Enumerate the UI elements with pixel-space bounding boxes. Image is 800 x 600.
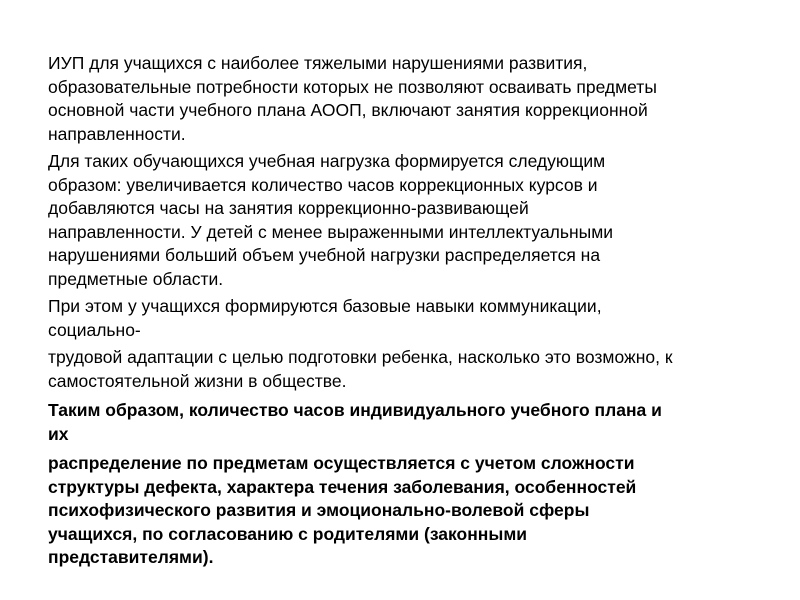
text-line: представителями). [48, 547, 214, 567]
text-line: образовательные потребности которых не позволяют осваивать предметы [48, 76, 657, 97]
text-line: ИУП для учащихся с наиболее тяжелыми нарушениями развития, [48, 53, 588, 73]
paragraph-study-load [48, 150, 768, 291]
text-line: предметные области. [48, 268, 224, 289]
text-line: направленности. У детей с менее выраженными интеллектуальными [48, 221, 614, 242]
text-line: образом: увеличивается количество часов коррекционных курсов и [48, 174, 598, 195]
text-line: добавляются часы на занятия коррекционно-развивающей [48, 198, 529, 218]
slide-text-body [48, 52, 768, 574]
text-line: Для таких обучающихся учебная нагрузка формируется следующим [48, 151, 606, 171]
paragraph-communication-skills [48, 295, 768, 342]
paragraph-iup-intro [48, 52, 768, 146]
paragraph-conclusion-hours [48, 399, 768, 446]
paragraph-labor-adaptation [48, 346, 768, 393]
text-line: учащихся, по согласованию с родителями (законными [48, 523, 528, 544]
text-line: социально- [48, 319, 141, 340]
text-line: основной части учебного плана АООП, включают занятия коррекционной [48, 100, 648, 120]
text-line: психофизического развития и эмоционально-волевой сферы [48, 500, 590, 520]
paragraph-conclusion-distribution [48, 452, 768, 570]
text-line: Таким образом, количество часов индивидуального учебного плана и [48, 400, 662, 420]
text-line: их [48, 423, 69, 444]
text-line: При этом у учащихся формируются базовые навыки коммуникации, [48, 296, 602, 316]
text-line: распределение по предметам осуществляется с учетом сложности [48, 453, 635, 473]
text-line: структуры дефекта, характера течения заболевания, особенностей [48, 476, 637, 497]
text-line: направленности. [48, 123, 186, 144]
text-line: самостоятельной жизни в обществе. [48, 370, 347, 391]
text-line: нарушениями больший объем учебной нагрузки распределяется на [48, 245, 601, 265]
text-line: трудовой адаптации с целью подготовки ребенка, насколько это возможно, к [48, 347, 673, 367]
